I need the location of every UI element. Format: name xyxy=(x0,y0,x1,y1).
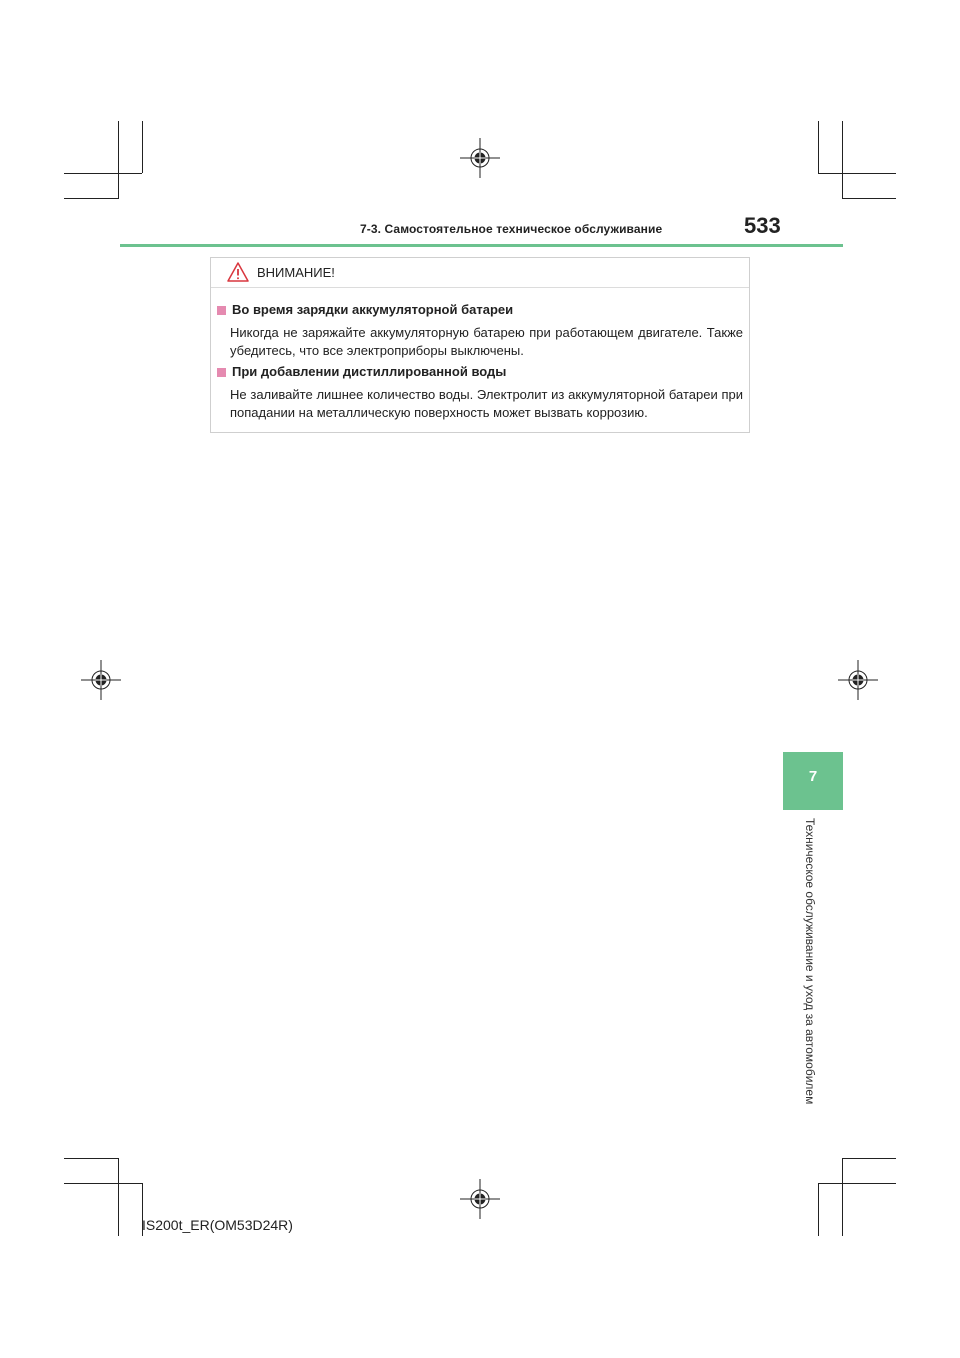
caution-section-heading-text: Во время зарядки аккумуляторной батареи xyxy=(232,302,514,317)
caution-section-body: Не заливайте лишнее количество воды. Электролит из аккумуляторной батареи при попадании на металлическую поверхность может вызвать коррозию. xyxy=(230,387,743,420)
crop-mark xyxy=(842,1158,896,1159)
crop-mark xyxy=(64,198,118,199)
crop-mark xyxy=(818,1183,896,1184)
crop-mark xyxy=(818,121,819,173)
registration-mark-icon xyxy=(81,660,121,700)
crop-mark xyxy=(118,1158,119,1236)
page-number: 533 xyxy=(744,213,781,238)
header-divider xyxy=(120,244,843,247)
crop-mark xyxy=(842,121,843,199)
caution-section-heading-text: При добавлении дистиллированной воды xyxy=(232,364,507,379)
crop-mark xyxy=(842,198,896,199)
square-bullet-icon xyxy=(217,368,226,377)
crop-mark xyxy=(818,173,896,174)
caution-section xyxy=(217,302,743,360)
crop-mark xyxy=(64,1183,142,1184)
caution-section-heading xyxy=(217,302,743,318)
chapter-tab xyxy=(783,752,843,810)
square-bullet-icon xyxy=(217,306,226,315)
document-code: IS200t_ER(OM53D24R) xyxy=(142,1217,293,1233)
crop-mark xyxy=(64,173,142,174)
registration-mark-icon xyxy=(460,138,500,178)
caution-title: ВНИМАНИЕ! xyxy=(257,265,335,280)
crop-mark xyxy=(842,1158,843,1236)
crop-mark xyxy=(64,1158,118,1159)
chapter-number: 7 xyxy=(808,768,818,785)
caution-box xyxy=(210,257,750,433)
caution-header xyxy=(211,258,749,288)
section-header-title: 7-3. Самостоятельное техническое обслуживание xyxy=(360,222,663,236)
caution-section xyxy=(217,364,743,422)
crop-mark xyxy=(818,1183,819,1236)
caution-section-heading xyxy=(217,364,743,380)
crop-mark xyxy=(142,121,143,173)
registration-mark-icon xyxy=(460,1179,500,1219)
chapter-title-vertical: Техническое обслуживание и уход за автомобилем xyxy=(803,818,817,1105)
warning-triangle-icon xyxy=(227,262,249,282)
crop-mark xyxy=(118,121,119,199)
caution-section-body: Никогда не заряжайте аккумуляторную батарею при работающем двигателе. Также убедитесь, что все электроприборы выключены. xyxy=(230,325,743,358)
registration-mark-icon xyxy=(838,660,878,700)
